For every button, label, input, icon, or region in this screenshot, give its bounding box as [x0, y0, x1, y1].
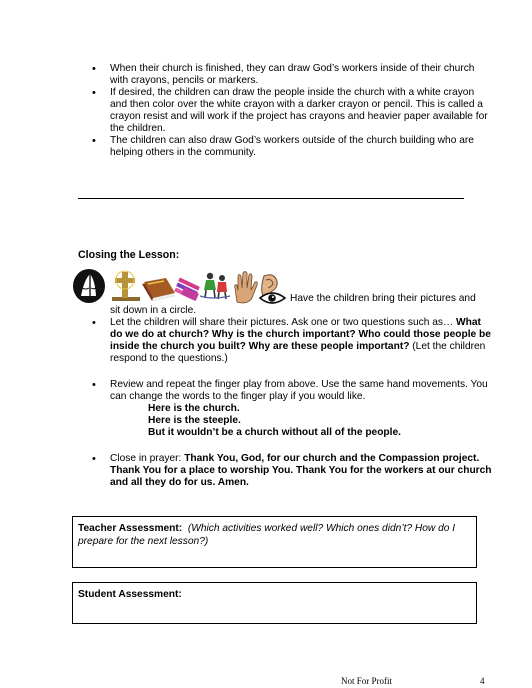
footer-note: Not For Profit — [341, 676, 393, 686]
list-item: • The children can also draw God’s workers outside of the church building who are helping others in the community. — [110, 135, 490, 159]
hand-icon — [235, 272, 258, 304]
student-assessment-box — [72, 582, 477, 624]
finger-play-line: But it wouldn’t be a church without all of the people. — [148, 427, 401, 438]
finger-play-line: Here is the steeple. — [148, 415, 241, 426]
lesson-icons-strip — [72, 266, 288, 306]
eye-icon — [260, 293, 285, 303]
student-assessment-label: Student Assessment: — [78, 589, 182, 600]
section-divider — [78, 198, 464, 199]
crayons-icon — [174, 278, 200, 301]
children-icon — [200, 273, 230, 299]
teacher-assessment-prompt: (Which activities worked well? Which ones didn’t? How do I prepare for the next lesson?) — [78, 523, 456, 547]
page-number: 4 — [480, 676, 485, 686]
teacher-assessment-box — [72, 516, 477, 568]
closing-instruction-cont: sit down in a circle. — [110, 305, 197, 316]
bible-icon — [142, 278, 175, 301]
closing-prayer: Thank You, God, for our church and the Compassion project. Thank You for a place to worship You. Thank You for the workers at our church and all they do for us. Amen. — [110, 453, 492, 488]
activity-bullet-list — [110, 63, 490, 159]
list-item: • Let the children will share their pictures. Ask one or two questions such as… What do we do at church? Why is the church important? Who could those people be inside the church you built? Why are these people important? (Let the children respond to the questions.) — [110, 317, 492, 365]
discussion-questions: What do we do at church? Why is the church important? Who could those people be inside the church you built? Why are these people important? — [110, 317, 491, 352]
finger-play-line: Here is the church. — [148, 403, 240, 414]
teacher-assessment-label: Teacher Assessment: — [78, 523, 183, 534]
cross-icon — [112, 271, 140, 301]
closing-instruction: Have the children bring their pictures and — [290, 293, 476, 304]
closing-bullet-list — [110, 317, 492, 489]
list-item: • Review and repeat the finger play from above. Use the same hand movements. You can change the words to the finger play if you would like. Here is the church. Here is the steeple. But it wouldn’t be a church without all of the people. — [110, 379, 492, 439]
list-item: • Close in prayer: Thank You, God, for our church and the Compassion project. Thank You for a place to worship You. Thank You for the workers at our church and all they do for us. Amen. — [110, 453, 492, 489]
list-item: • When their church is finished, they can draw God’s workers inside of their church with crayons, pencils or markers. — [110, 63, 490, 87]
list-item: • If desired, the children can draw the people inside the church with a white crayon and then color over the white crayon with a darker crayon or pencil. This is called a crayon resist and will work if the project has crayons and heavier paper available for the children. — [110, 87, 490, 135]
praying-hands-icon — [73, 269, 105, 303]
closing-heading: Closing the Lesson: — [78, 249, 180, 261]
